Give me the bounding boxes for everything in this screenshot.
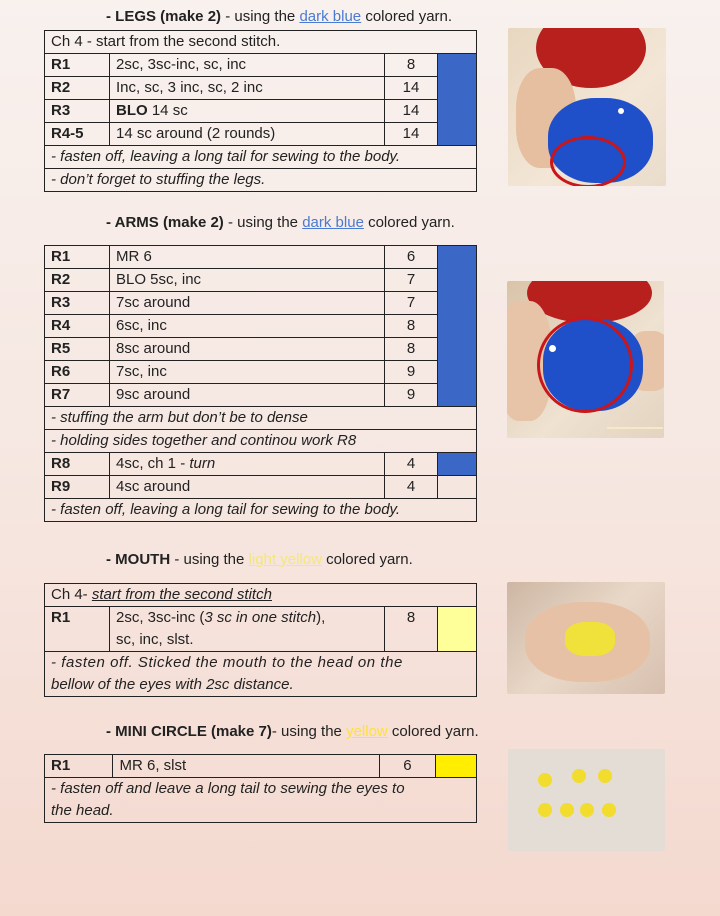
arms-color-link[interactable]: dark blue xyxy=(302,214,364,231)
row-label: R1 xyxy=(45,54,110,77)
row-instruction: 2sc, 3sc-inc, sc, inc xyxy=(110,54,385,77)
mouth-color-link[interactable]: light yellow xyxy=(248,551,322,568)
arms-note-2: - holding sides together and continou work R8 xyxy=(45,430,477,453)
row-label: R2 xyxy=(45,269,110,292)
row-instruction: 8sc around xyxy=(110,338,385,361)
mini-note-1: - fasten off and leave a long tail to sewing the eyes to xyxy=(51,780,405,797)
arms-table xyxy=(44,245,477,522)
mouth-heading xyxy=(106,551,413,568)
mini-post: colored yarn. xyxy=(387,723,479,740)
row-instruction-a: 2sc, 3sc-inc ( xyxy=(116,609,205,626)
blo-label: BLO xyxy=(116,102,148,119)
legs-pre: - using the xyxy=(221,8,300,25)
legs-header: Ch 4 - start from the second stitch. xyxy=(45,31,477,54)
row-instruction: 6sc, inc xyxy=(110,315,385,338)
row-instruction-italic: 3 sc in one stitch xyxy=(204,609,317,626)
table-row xyxy=(45,607,477,652)
mouth-header xyxy=(45,584,477,607)
row-count: 4 xyxy=(385,476,438,499)
mini-color-link[interactable]: yellow xyxy=(346,723,388,740)
row-instruction: MR 6 xyxy=(110,246,385,269)
table-row xyxy=(45,755,477,778)
mini-note xyxy=(45,778,477,823)
row-count: 14 xyxy=(385,77,438,100)
mini-note-2: the head. xyxy=(51,802,114,819)
row-label: R2 xyxy=(45,77,110,100)
legs-title: - LEGS (make 2) xyxy=(106,8,222,25)
mini-title: - MINI CIRCLE (make 7) xyxy=(106,723,272,740)
mouth-header-b: start from the second stitch xyxy=(91,586,272,603)
row-instruction: 9sc around xyxy=(110,384,385,407)
table-row xyxy=(45,476,477,499)
row-instruction: 4sc around xyxy=(110,476,385,499)
row-instruction: 7sc around xyxy=(110,292,385,315)
mini-table xyxy=(44,754,477,823)
arms-post: colored yarn. xyxy=(363,214,455,231)
row-count: 7 xyxy=(385,292,438,315)
row-instruction: Inc, sc, 3 inc, sc, 2 inc xyxy=(110,77,385,100)
row-count: 4 xyxy=(385,453,438,476)
mouth-note-2: bellow of the eyes with 2sc distance. xyxy=(51,676,294,693)
arms-title: - ARMS (make 2) xyxy=(106,214,224,231)
row-label: R8 xyxy=(45,453,110,476)
row-label: R1 xyxy=(45,755,113,778)
row-label: R6 xyxy=(45,361,110,384)
row-label: R7 xyxy=(45,384,110,407)
row-count: 6 xyxy=(385,246,438,269)
table-row xyxy=(45,361,477,384)
row-count: 9 xyxy=(385,384,438,407)
legs-table xyxy=(44,30,477,192)
row-instruction-text: 14 sc xyxy=(147,102,188,119)
arms-final-note: - fasten off, leaving a long tail for sewing to the body. xyxy=(45,499,477,522)
row-instruction xyxy=(110,453,385,476)
row-count: 8 xyxy=(385,54,438,77)
row-label: R4-5 xyxy=(45,123,110,146)
arms-note-1: - stuffing the arm but don’t be to dense xyxy=(45,407,477,430)
table-row xyxy=(45,77,477,100)
table-row xyxy=(45,292,477,315)
mini-pre: - using the xyxy=(271,723,347,740)
row-count: 6 xyxy=(380,755,436,778)
arms-photo xyxy=(507,281,664,438)
row-instruction: BLO 5sc, inc xyxy=(110,269,385,292)
row-label: R9 xyxy=(45,476,110,499)
row-instruction-text: 4sc, ch 1 - xyxy=(116,455,190,472)
row-label: R5 xyxy=(45,338,110,361)
row-count: 8 xyxy=(385,607,438,652)
row-count: 7 xyxy=(385,269,438,292)
mini-circle-photo xyxy=(508,749,665,851)
mouth-post: colored yarn. xyxy=(321,551,413,568)
row-label: R3 xyxy=(45,100,110,123)
mouth-note xyxy=(45,652,477,697)
table-row xyxy=(45,246,477,269)
row-instruction: MR 6, slst xyxy=(113,755,380,778)
row-label: R4 xyxy=(45,315,110,338)
legs-note-1: - fasten off, leaving a long tail for sewing to the body. xyxy=(45,146,477,169)
mouth-header-a: Ch 4- xyxy=(51,586,92,603)
row-label: R1 xyxy=(45,607,110,652)
row-count: 9 xyxy=(385,361,438,384)
legs-color-link[interactable]: dark blue xyxy=(299,8,362,25)
table-row xyxy=(45,315,477,338)
empty-swatch xyxy=(438,476,477,499)
table-row xyxy=(45,269,477,292)
mouth-pre: - using the xyxy=(170,551,249,568)
table-row xyxy=(45,54,477,77)
color-swatch xyxy=(438,453,477,476)
table-row xyxy=(45,100,477,123)
table-row xyxy=(45,338,477,361)
mouth-photo xyxy=(507,582,665,694)
legs-heading xyxy=(106,8,452,25)
row-count: 8 xyxy=(385,338,438,361)
color-swatch xyxy=(435,755,476,778)
turn-label: turn xyxy=(189,455,216,472)
row-instruction-2: sc, inc, slst. xyxy=(116,631,194,648)
row-count: 8 xyxy=(385,315,438,338)
row-count: 14 xyxy=(385,123,438,146)
arms-pre: - using the xyxy=(223,214,303,231)
mouth-table xyxy=(44,583,477,697)
arms-heading xyxy=(106,214,455,231)
mouth-note-1: - fasten off. Sticked the mouth to the head on the xyxy=(51,654,403,671)
row-label: R1 xyxy=(45,246,110,269)
row-count: 14 xyxy=(385,100,438,123)
table-row xyxy=(45,384,477,407)
mouth-title: - MOUTH xyxy=(106,551,171,568)
color-swatch xyxy=(438,246,477,407)
row-instruction xyxy=(110,100,385,123)
row-instruction: 7sc, inc xyxy=(110,361,385,384)
row-instruction xyxy=(110,607,385,652)
color-swatch xyxy=(438,607,477,652)
color-swatch xyxy=(438,54,477,146)
row-label: R3 xyxy=(45,292,110,315)
legs-note-2: - don’t forget to stuffing the legs. xyxy=(45,169,477,192)
table-row xyxy=(45,123,477,146)
row-instruction-b: ), xyxy=(316,609,326,626)
mini-heading xyxy=(106,723,479,740)
legs-post: colored yarn. xyxy=(361,8,453,25)
table-row xyxy=(45,453,477,476)
row-instruction: 14 sc around (2 rounds) xyxy=(110,123,385,146)
legs-photo xyxy=(508,28,666,186)
